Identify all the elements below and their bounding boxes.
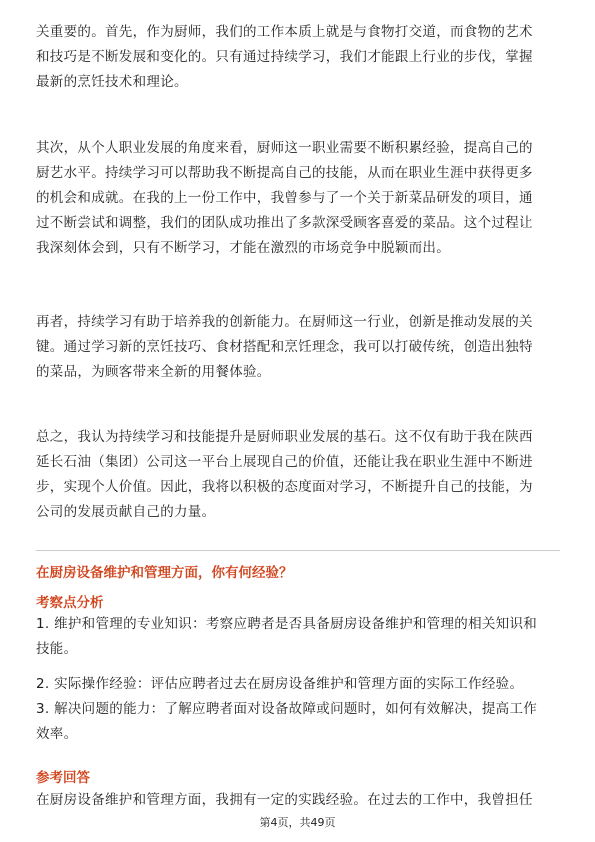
text-line: 其次，从个人职业发展的角度来看，厨师这一职业需要不断积累经验，提高自己的 bbox=[36, 140, 533, 156]
text-line: 在厨房设备维护和管理方面，我拥有一定的实践经验。在过去的工作中，我曾担任 bbox=[36, 792, 533, 808]
text-line: 键。通过学习新的烹饪技巧、食材搭配和烹饪理念，我可以打破传统，创造出独特 bbox=[36, 339, 533, 355]
analysis-item-2 bbox=[36, 672, 560, 697]
text-line: 关重要的。首先，作为厨师，我们的工作本质上就是与食物打交道，而食物的艺术 bbox=[36, 24, 533, 40]
text-line: 的菜品，为顾客带来全新的用餐体验。 bbox=[36, 364, 271, 380]
text-line: 过不断尝试和调整，我们的团队成功推出了多款深受顾客喜爱的菜品。这个过程让 bbox=[36, 215, 533, 231]
text-line: 再者，持续学习有助于培养我的创新能力。在厨师这一行业，创新是推动发展的关 bbox=[36, 314, 533, 330]
text-line: 延长石油（集团）公司这一平台上展现自己的价值，还能让我在职业生涯中不断进 bbox=[36, 454, 533, 470]
analysis-item-3 bbox=[36, 697, 560, 747]
text-line: 公司的发展贡献自己的力量。 bbox=[36, 504, 216, 520]
text-line: 效率。 bbox=[36, 726, 78, 742]
analysis-item-1 bbox=[36, 612, 560, 662]
paragraph-third bbox=[36, 310, 560, 385]
answer-heading: 参考回答 bbox=[36, 770, 90, 786]
analysis-heading: 考察点分析 bbox=[36, 595, 104, 611]
paragraph-conclusion bbox=[36, 425, 560, 525]
text-line: 步，实现个人价值。因此，我将以积极的态度面对学习，不断提升自己的技能，为 bbox=[36, 479, 533, 495]
text-line: 2. 实际操作经验：评估应聘者过去在厨房设备维护和管理方面的实际工作经验。 bbox=[36, 676, 524, 692]
question-heading: 在厨房设备维护和管理方面，你有何经验？ bbox=[36, 565, 293, 581]
paragraph-intro bbox=[36, 20, 560, 95]
text-line: 和技巧是不断发展和变化的。只有通过持续学习，我们才能跟上行业的步伐，掌握 bbox=[36, 49, 533, 65]
text-line: 的机会和成就。在我的上一份工作中，我曾参与了一个关于新菜品研发的项目，通 bbox=[36, 190, 533, 206]
section-divider bbox=[36, 550, 560, 551]
text-line: 总之，我认为持续学习和技能提升是厨师职业发展的基石。这不仅有助于我在陕西 bbox=[36, 429, 533, 445]
paragraph-second bbox=[36, 136, 560, 261]
text-line: 技能。 bbox=[36, 641, 78, 657]
text-line: 厨艺水平。持续学习可以帮助我不断提高自己的技能，从而在职业生涯中获得更多 bbox=[36, 165, 533, 181]
text-line: 我深刻体会到，只有不断学习，才能在激烈的市场竞争中脱颖而出。 bbox=[36, 240, 450, 256]
text-line: 最新的烹饪技术和理论。 bbox=[36, 74, 188, 90]
text-line: 1. 维护和管理的专业知识：考察应聘者是否具备厨房设备维护和管理的相关知识和 bbox=[36, 616, 538, 632]
answer-paragraph bbox=[36, 788, 560, 813]
text-line: 3. 解决问题的能力：了解应聘者面对设备故障或问题时，如何有效解决，提高工作 bbox=[36, 701, 538, 717]
page-footer: 第4页，共49页 bbox=[259, 816, 336, 829]
